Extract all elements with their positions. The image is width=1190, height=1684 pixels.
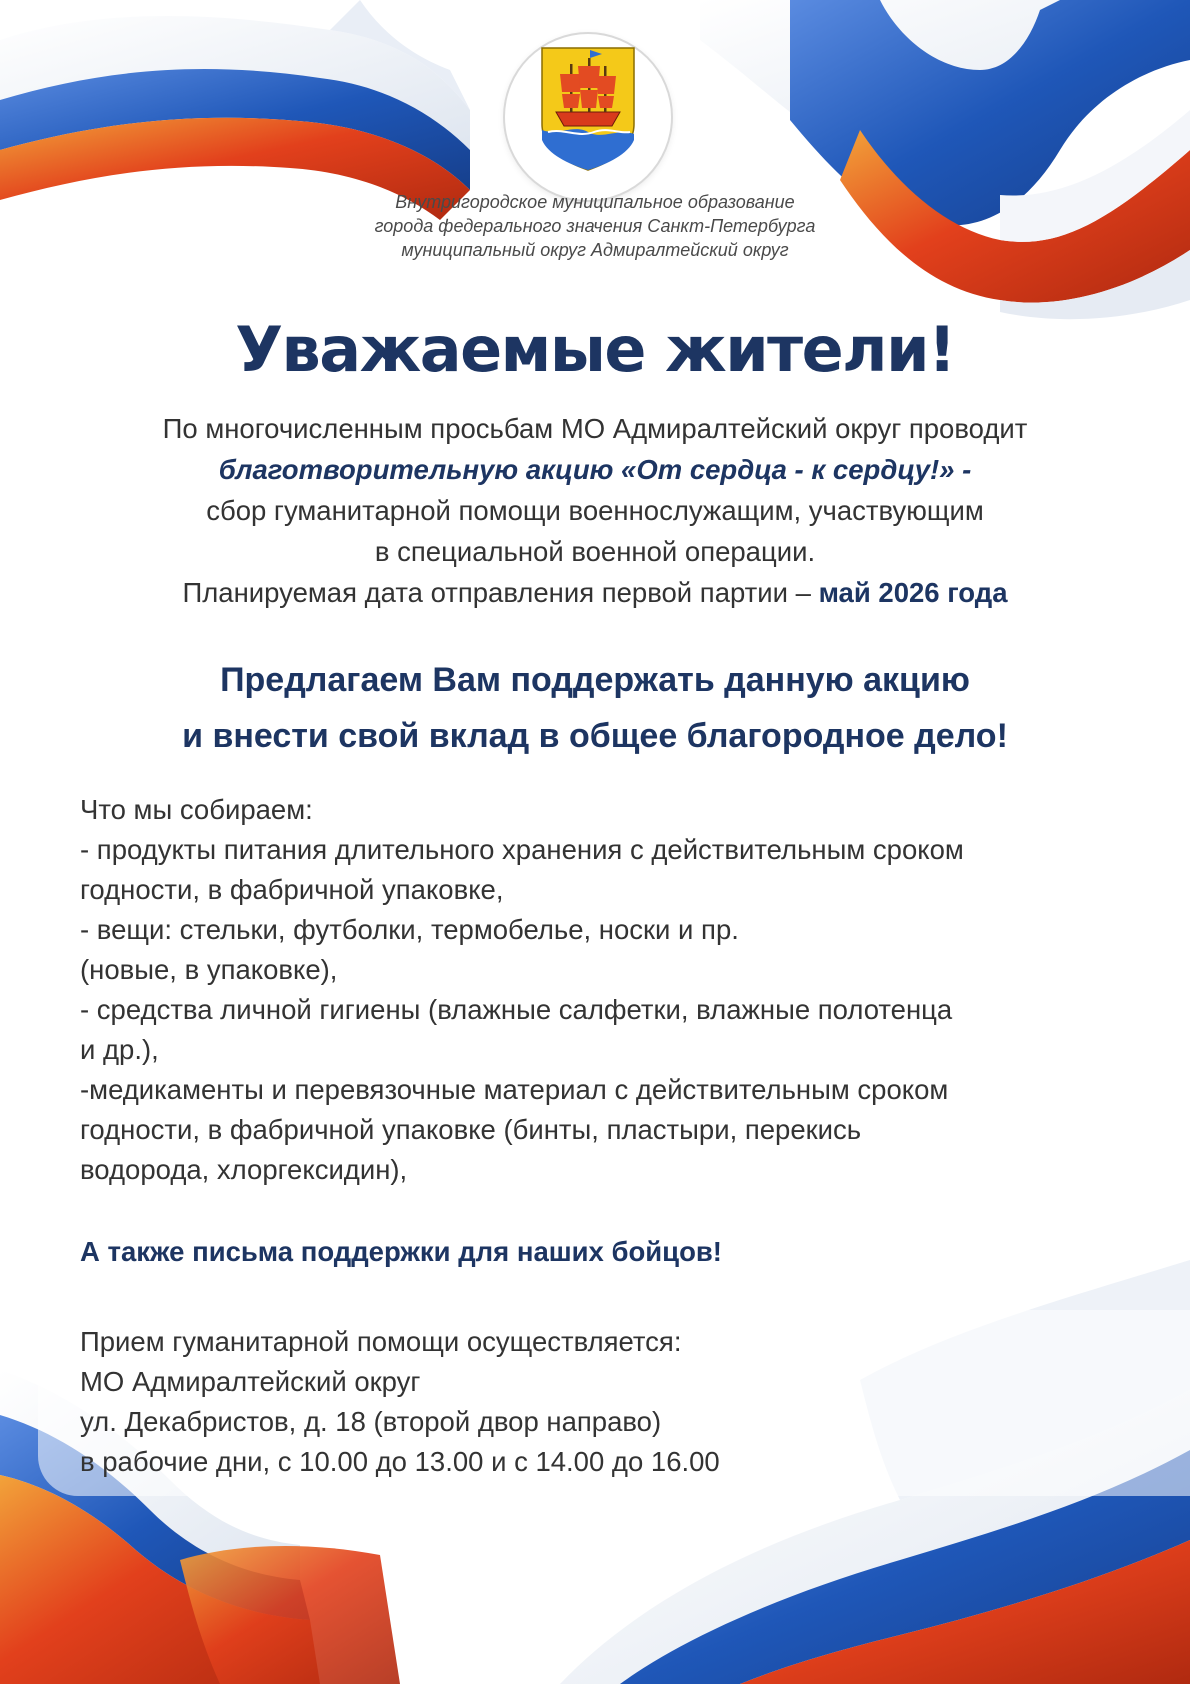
support-letters-note: А также письма поддержки для наших бойцов! bbox=[80, 1236, 722, 1267]
intro-date-line bbox=[40, 572, 1150, 613]
date-prefix: Планируемая дата отправления первой партии – bbox=[182, 577, 819, 608]
coat-of-arms-emblem bbox=[538, 44, 638, 172]
call-line: и внести свой вклад в общее благородное дело! bbox=[182, 717, 1008, 755]
list-item: водорода, хлоргексидин), bbox=[80, 1154, 408, 1185]
organization-name bbox=[290, 190, 900, 262]
list-item: и др.), bbox=[80, 1034, 159, 1065]
reception-address: ул. Декабристов, д. 18 (второй двор направо) bbox=[80, 1406, 662, 1437]
org-line: города федерального значения Санкт-Петербурга bbox=[374, 216, 816, 236]
list-item: -медикаменты и перевязочные материал с действительным сроком bbox=[80, 1074, 949, 1105]
intro-line: в специальной военной операции. bbox=[374, 536, 816, 567]
intro-line: По многочисленным просьбам МО Адмиралтейский округ проводит bbox=[162, 413, 1028, 444]
reception-line: Прием гуманитарной помощи осуществляется: bbox=[80, 1326, 682, 1357]
list-item: годности, в фабричной упаковке, bbox=[80, 874, 504, 905]
page-title: Уважаемые жители! bbox=[235, 313, 955, 386]
list-item: - вещи: стельки, футболки, термобелье, носки и пр. bbox=[80, 914, 739, 945]
list-item: (новые, в упаковке), bbox=[80, 954, 338, 985]
campaign-name: благотворительную акцию «От сердца - к сердцу!» - bbox=[218, 454, 972, 485]
emblem-badge bbox=[505, 34, 671, 200]
reception-line: МО Адмиралтейский округ bbox=[80, 1366, 421, 1397]
call-line: Предлагаем Вам поддержать данную акцию bbox=[220, 661, 970, 699]
call-to-action bbox=[40, 652, 1150, 764]
intro-paragraph bbox=[40, 408, 1150, 613]
reception-hours: в рабочие дни, с 10.00 до 13.00 и с 14.00 до 16.00 bbox=[80, 1446, 720, 1477]
list-item: годности, в фабричной упаковке (бинты, пластыри, перекись bbox=[80, 1114, 862, 1145]
list-item: - средства личной гигиены (влажные салфетки, влажные полотенца bbox=[80, 994, 953, 1025]
intro-line: сбор гуманитарной помощи военнослужащим, участвующим bbox=[206, 495, 984, 526]
reception-info bbox=[80, 1322, 1080, 1482]
collection-list bbox=[80, 790, 1140, 1190]
collection-heading: Что мы собираем: bbox=[80, 794, 313, 825]
shipment-date: май 2026 года bbox=[818, 577, 1008, 608]
org-line: муниципальный округ Адмиралтейский округ bbox=[401, 240, 789, 260]
list-item: - продукты питания длительного хранения с действительным сроком bbox=[80, 834, 964, 865]
org-line: Внутригородское муниципальное образование bbox=[395, 192, 795, 212]
